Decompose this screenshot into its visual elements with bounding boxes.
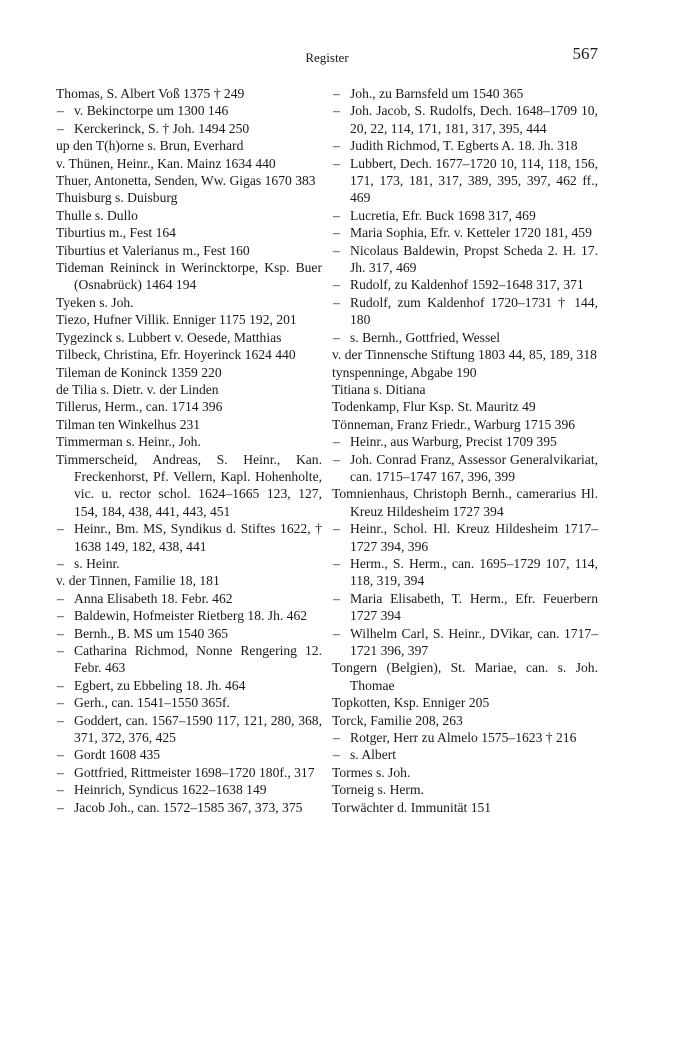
index-entry	[332, 712, 598, 729]
index-entry	[56, 642, 326, 677]
index-entry-text: Torck, Familie 208, 263	[332, 712, 463, 728]
index-entry-text: de Tilia s. Dietr. v. der Linden	[56, 381, 219, 397]
index-entry-text: v. Bekinctorpe um 1300 146	[74, 103, 229, 119]
index-entry-text: up den T(h)orne s. Brun, Everhard	[56, 138, 244, 154]
index-entry	[56, 555, 322, 572]
index-entry-text: Maria Elisabeth, T. Herm., Efr. Feuerbern 1727 394	[350, 590, 602, 624]
index-entry	[56, 172, 322, 189]
index-entry-text: Gerh., can. 1541–1550 365f.	[74, 695, 230, 711]
index-entry-text: Tongern (Belgien), St. Mariae, can. s. Joh. Thomae	[332, 660, 602, 693]
index-entry-text: Todenkamp, Flur Ksp. St. Mauritz 49	[332, 399, 536, 415]
index-entry	[56, 677, 322, 694]
index-entry	[56, 572, 322, 589]
index-entry-text: Tilman ten Winkelhus 231	[56, 416, 201, 432]
index-entry-text: Heinr., aus Warburg, Precist 1709 395	[350, 434, 557, 450]
index-entry-text: Heinr., Schol. Hl. Kreuz Hildesheim 1717–1727 394, 396	[350, 521, 598, 554]
index-entry-text: Tilbeck, Christina, Efr. Hoyerinck 1624 440	[56, 347, 296, 363]
index-entry-text: Catharina Richmod, Nonne Rengering 12. Febr. 463	[74, 643, 326, 676]
index-entry-text: Heinrich, Syndicus 1622–1638 149	[74, 782, 267, 798]
index-entry-text: Topkotten, Ksp. Enniger 205	[332, 695, 490, 711]
index-entry-text: v. Thünen, Heinr., Kan. Mainz 1634 440	[56, 155, 276, 171]
index-entry	[332, 659, 602, 694]
index-column-right	[332, 85, 602, 816]
index-entry-text: Tyeken s. Joh.	[56, 294, 134, 310]
index-entry-text: v. der Tinnensche Stiftung 1803 44, 85, 189, 318	[332, 347, 597, 363]
index-entry	[56, 520, 326, 555]
index-entry-text: Lucretia, Efr. Buck 1698 317, 469	[350, 207, 536, 223]
index-entry	[332, 694, 598, 711]
index-entry-text: Tillerus, Herm., can. 1714 396	[56, 399, 223, 415]
index-entry-text: Tileman de Koninck 1359 220	[56, 364, 222, 380]
index-entry-text: Torneig s. Herm.	[332, 782, 424, 798]
index-entry-text: Bernh., B. MS um 1540 365	[74, 625, 229, 641]
index-entry-text: Torwächter d. Immunität 151	[332, 799, 492, 815]
page-number: 567	[572, 44, 598, 63]
index-entry	[332, 485, 602, 520]
index-entry	[56, 433, 322, 450]
index-entry-text: Goddert, can. 1567–1590 117, 121, 280, 368, 371, 372, 376, 425	[74, 712, 326, 746]
index-entry	[332, 242, 602, 277]
index-entry	[332, 416, 598, 433]
index-entry	[56, 746, 322, 763]
index-entry	[56, 364, 322, 381]
index-entry-text: Timmerscheid, Andreas, S. Heinr., Kan. Freckenhorst, Pf. Vellern, Kapl. Hohenholte, vic. u. rector schol. 1624–1665 123, 127, 154, 184, 438, 441, 443, 451	[56, 451, 326, 519]
index-entry	[56, 189, 322, 206]
index-entry-text: tynspenninge, Abgabe 190	[332, 364, 477, 380]
index-entry	[332, 625, 598, 660]
index-entry	[56, 607, 322, 624]
index-entry	[56, 694, 322, 711]
index-entry-text: Maria Sophia, Efr. v. Ketteler 1720 181, 459	[350, 225, 592, 241]
index-entry	[56, 381, 322, 398]
index-entry	[332, 746, 598, 763]
index-entry-text: Tiezo, Hufner Villik. Enniger 1175 192, 201	[56, 312, 297, 328]
index-entry	[332, 781, 598, 798]
index-entry-text: Nicolaus Baldewin, Propst Scheda 2. H. 17. Jh. 317, 469	[350, 242, 602, 276]
index-entry	[332, 329, 598, 346]
index-entry	[332, 276, 598, 293]
index-entry	[332, 207, 598, 224]
index-entry	[332, 590, 602, 625]
index-entry-text: Heinr., Bm. MS, Syndikus d. Stiftes 1622, † 1638 149, 182, 438, 441	[74, 521, 326, 554]
index-entry-text: Tideman Reininck in Werincktorpe, Ksp. Buer (Osnabrück) 1464 194	[56, 260, 326, 293]
index-entry	[332, 398, 598, 415]
index-entry	[56, 398, 322, 415]
index-entry	[332, 346, 598, 363]
index-entry-text: Gottfried, Rittmeister 1698–1720 180f., 317	[74, 764, 315, 780]
index-entry-text: Wilhelm Carl, S. Heinr., DVikar, can. 1717–1721 396, 397	[350, 625, 598, 658]
index-entry-text: s. Heinr.	[74, 555, 120, 571]
index-entry-text: Thuer, Antonetta, Senden, Ww. Gigas 1670 383	[56, 173, 316, 189]
index-entry	[56, 799, 322, 816]
index-entry-text: Tomnienhaus, Christoph Bernh., camerarius Hl. Kreuz Hildesheim 1727 394	[332, 486, 602, 519]
index-entry	[332, 364, 598, 381]
index-entry-text: s. Albert	[350, 747, 397, 763]
index-entry-text: Tormes s. Joh.	[332, 764, 411, 780]
index-entry	[56, 764, 322, 781]
index-entry-text: Anna Elisabeth 18. Febr. 462	[74, 590, 233, 606]
index-entry	[332, 224, 598, 241]
index-entry	[332, 799, 598, 816]
index-entry	[56, 712, 326, 747]
index-entry-text: Tönneman, Franz Friedr., Warburg 1715 396	[332, 416, 576, 432]
index-column-left	[56, 85, 326, 816]
index-entry-text: Jacob Joh., can. 1572–1585 367, 373, 375	[74, 799, 303, 815]
index-entry-text: Lubbert, Dech. 1677–1720 10, 114, 118, 156, 171, 173, 181, 317, 389, 395, 397, 462 ff., 469	[350, 155, 602, 206]
index-entry-text: Tygezinck s. Lubbert v. Oesede, Matthias	[56, 329, 282, 345]
index-entry	[332, 764, 598, 781]
index-entry	[56, 224, 322, 241]
index-entry	[332, 102, 602, 137]
index-entry	[56, 451, 326, 521]
index-entry-text: Thomas, S. Albert Voß 1375 † 249	[56, 86, 245, 101]
index-entry-text: Rudolf, zu Kaldenhof 1592–1648 317, 371	[350, 277, 584, 293]
index-entry-text: Tiburtius m., Fest 164	[56, 225, 176, 241]
index-entry-text: Joh., zu Barnsfeld um 1540 365	[350, 86, 524, 101]
index-entry	[332, 137, 598, 154]
index-entry	[56, 311, 322, 328]
index-entry	[56, 120, 322, 137]
index-entry	[332, 381, 598, 398]
index-entry	[332, 433, 598, 450]
index-entry-text: Thulle s. Dullo	[56, 207, 138, 223]
index-entry-text: Kerckerinck, S. † Joh. 1494 250	[74, 120, 250, 136]
index-entry-text: Joh. Jacob, S. Rudolfs, Dech. 1648–1709 10, 20, 22, 114, 171, 181, 317, 395, 444	[350, 103, 602, 136]
index-entry	[56, 781, 322, 798]
index-entry-text: Timmerman s. Heinr., Joh.	[56, 434, 201, 450]
index-entry	[56, 137, 322, 154]
index-entry-text: Baldewin, Hofmeister Rietberg 18. Jh. 462	[74, 608, 308, 624]
index-entry-text: Rudolf, zum Kaldenhof 1720–1731 † 144, 180	[350, 294, 602, 328]
index-entry	[332, 729, 598, 746]
index-entry-text: Titiana s. Ditiana	[332, 381, 426, 397]
index-entry-text: Egbert, zu Ebbeling 18. Jh. 464	[74, 677, 246, 693]
index-entry	[332, 520, 598, 555]
index-entry	[332, 451, 602, 486]
index-entry	[56, 155, 322, 172]
index-entry	[56, 102, 322, 119]
running-header	[56, 44, 598, 66]
index-entry	[56, 590, 322, 607]
index-entry	[56, 329, 322, 346]
index-entry	[332, 85, 598, 102]
index-entry	[56, 259, 326, 294]
index-entry	[56, 294, 322, 311]
index-entry	[56, 207, 322, 224]
index-entry	[332, 294, 602, 329]
index-entry	[332, 555, 602, 590]
index-entry	[56, 85, 322, 102]
index-entry	[56, 242, 322, 259]
index-entry-text: Thuisburg s. Duisburg	[56, 190, 178, 206]
index-entry-text: Rotger, Herr zu Almelo 1575–1623 † 216	[350, 730, 577, 746]
index-entry-text: Joh. Conrad Franz, Assessor Generalvikariat, can. 1715–1747 167, 396, 399	[350, 451, 602, 484]
index-entry	[56, 416, 322, 433]
index-entry-text: v. der Tinnen, Familie 18, 181	[56, 573, 220, 589]
index-entry	[56, 346, 322, 363]
index-entry-text: Tiburtius et Valerianus m., Fest 160	[56, 242, 250, 258]
index-entry-text: Judith Richmod, T. Egberts A. 18. Jh. 318	[350, 138, 578, 154]
index-entry	[332, 155, 602, 207]
header-title: Register	[305, 50, 349, 65]
index-entry-text: s. Bernh., Gottfried, Wessel	[350, 329, 501, 345]
index-entry	[56, 625, 322, 642]
index-entry-text: Gordt 1608 435	[74, 747, 161, 763]
index-entry-text: Herm., S. Herm., can. 1695–1729 107, 114, 118, 319, 394	[350, 555, 602, 589]
